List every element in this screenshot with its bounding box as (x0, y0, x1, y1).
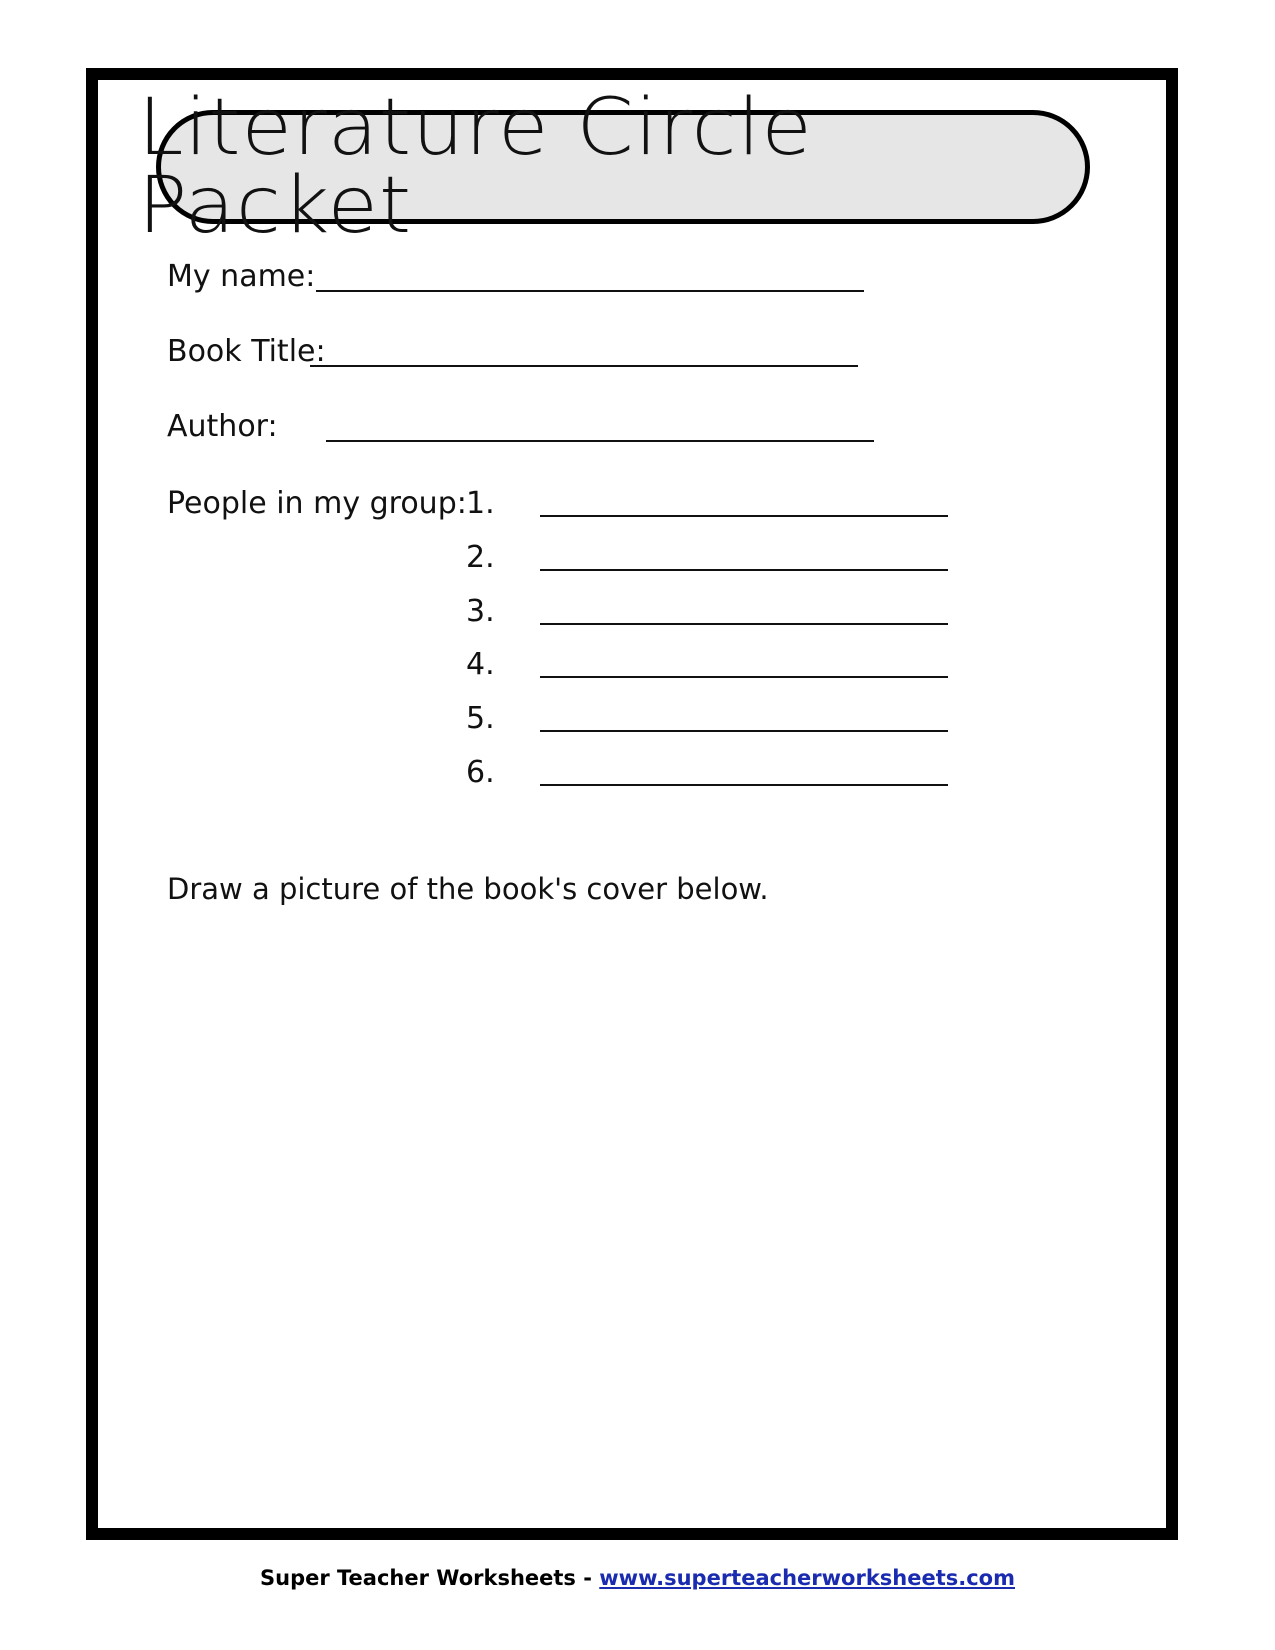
member-line-5[interactable] (540, 730, 948, 732)
member-line-2[interactable] (540, 569, 948, 571)
member-number-4: 4. (466, 647, 495, 682)
author-line[interactable] (326, 440, 874, 442)
member-number-1: 1. (466, 486, 495, 521)
member-number-6: 6. (466, 755, 495, 790)
member-number-3: 3. (466, 594, 495, 629)
footer-link[interactable]: www.superteacherworksheets.com (599, 1566, 1015, 1590)
member-line-6[interactable] (540, 784, 948, 786)
footer-brand: Super Teacher Worksheets (260, 1566, 576, 1590)
member-line-3[interactable] (540, 623, 948, 625)
title-banner (137, 83, 1090, 251)
author-label: Author: (167, 409, 278, 444)
group-label: People in my group: (167, 486, 467, 521)
member-line-4[interactable] (540, 676, 948, 678)
page-title: Literature Circle Packet (137, 83, 813, 251)
footer-separator: - (575, 1566, 600, 1590)
name-label: My name: (167, 259, 316, 294)
footer (0, 1566, 1275, 1590)
book-title-line[interactable] (310, 365, 858, 367)
name-line[interactable] (316, 290, 864, 292)
member-number-5: 5. (466, 701, 495, 736)
book-title-label: Book Title: (167, 334, 326, 369)
drawing-instruction: Draw a picture of the book's cover below. (167, 872, 769, 906)
member-line-1[interactable] (540, 515, 948, 517)
member-number-2: 2. (466, 540, 495, 575)
